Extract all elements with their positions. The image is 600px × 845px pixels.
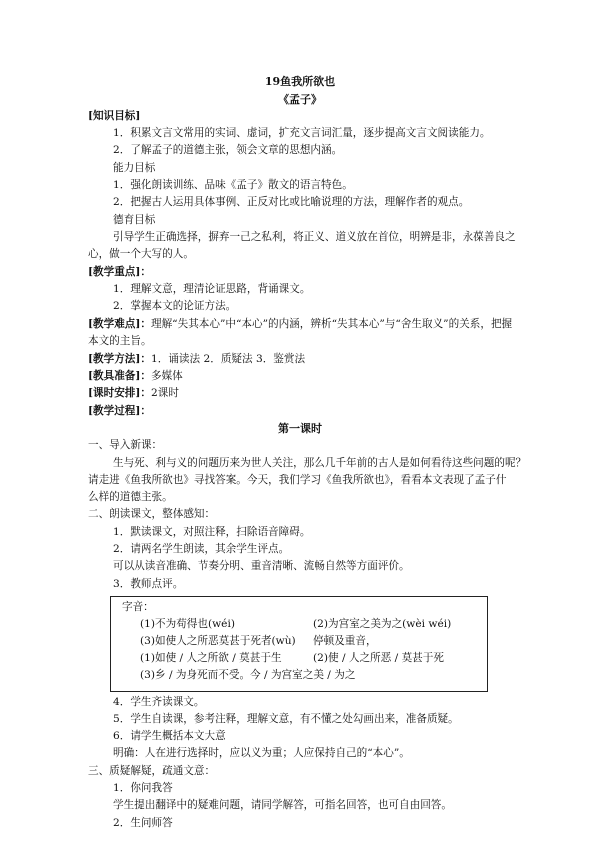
key-point-1: 1．理解文意，理清论证思路，背诵课文。	[113, 283, 311, 295]
section3-step-1-note: 学生提出翻译中的疑难问题，请同学解答，可指名回答，也可自由回答。	[113, 799, 452, 811]
methods-row	[88, 354, 305, 365]
key-points-heading: [教学重点]：	[88, 266, 151, 278]
section2-step-2-note: 可以从读音准确、节奏分明、重音清晰、流畅自然等方面评价。	[113, 560, 410, 572]
knowledge-goal-1: 1．积累文言文常用的实词、虚词，扩充文言词汇量，逐步提高文言文阅读能力。	[113, 127, 491, 139]
pause-stress-label: 停顿及重音，	[313, 635, 377, 647]
pause-item-3: (3)乡 / 为身死而不受。今 / 为宫室之美 / 为之	[140, 669, 356, 681]
key-point-2: 2．掌握本文的论证方法。	[113, 300, 237, 312]
section1-line-1: 生与死、利与义的问题历来为世人关注，那么几千年前的古人是如何看待这些问题的呢？	[113, 457, 527, 469]
document-title: 19鱼我所欲也	[264, 75, 336, 88]
ability-goal-1: 1．强化朗读训练、品味《孟子》散文的语言特色。	[113, 179, 353, 191]
methods-heading: [教学方法]：	[88, 353, 151, 365]
tools-text: 多媒体	[151, 370, 183, 382]
pause-item-1: (1)如使 / 人之所欲 / 莫甚于生	[140, 652, 282, 664]
pause-item-2: (2)使 / 人之所恶 / 莫甚于死	[313, 652, 444, 664]
schedule-text: 2课时	[151, 387, 179, 399]
difficult-points-heading: [教学难点]：	[88, 318, 151, 330]
section3-heading: 三、质疑解疑，疏通文意：	[88, 765, 216, 777]
ability-goal-2: 2．把握古人运用具体事例、正反对比或比喻说理的方法，理解作者的观点。	[113, 196, 470, 208]
section2-step-1: 1．默读课文，对照注释，扫除语音障碍。	[113, 526, 311, 538]
lesson-title: 第一课时	[278, 422, 322, 435]
author-line: 《孟子》	[278, 93, 322, 106]
knowledge-goals-heading: [知识目标]	[88, 110, 141, 122]
section2-step-4: 4．学生齐读课文。	[113, 696, 205, 708]
section2-step-2: 2．请两名学生朗读，其余学生评点。	[113, 543, 290, 555]
pronunciation-label: 字音：	[122, 601, 154, 613]
section2-step-6: 6．请学生概括本文大意	[113, 730, 226, 742]
knowledge-goal-2: 2．了解孟子的道德主张，领会文章的思想内涵。	[113, 144, 343, 156]
moral-goals-line-1: 引导学生正确选择，摒弃一己之私利，将正义、道义放在首位，明辨是非，永葆善良之	[113, 231, 516, 243]
process-heading: [教学过程]：	[88, 405, 151, 417]
section2-step-6-answer: 明确：人在进行选择时，应以义为重；人应保持自己的“本心”。	[113, 747, 410, 759]
section1-heading: 一、导入新课：	[88, 439, 163, 451]
pronunciation-item-3: (3)如使人之所恶莫甚于死者(wù)	[140, 635, 296, 647]
section1-line-3: 么样的道德主张。	[88, 491, 173, 503]
tools-row	[88, 371, 183, 382]
difficult-points-line-1: 理解“失其本心”中“本心”的内涵，辨析“失其本心”与“舍生取义”的关系，把握	[151, 318, 513, 330]
pronunciation-item-2: (2)为宫室之美为之(wèi wéi)	[313, 618, 452, 630]
tools-heading: [教具准备]：	[88, 370, 151, 382]
section2-heading: 二、朗读课文，整体感知：	[88, 508, 216, 520]
moral-goals-heading: 德育目标	[113, 214, 156, 226]
difficult-points-row	[88, 319, 512, 330]
moral-goals-line-2: 心，做一个大写的人。	[88, 248, 194, 260]
section3-step-2: 2．生问师答	[113, 817, 173, 829]
section3-step-1: 1．你问我答	[113, 782, 173, 794]
section2-step-3: 3．教师点评。	[113, 578, 184, 590]
section1-line-2: 请走进《鱼我所欲也》寻找答案。今天，我们学习《鱼我所欲也》，看看本文表现了孟子什	[88, 474, 507, 486]
section2-step-5: 5．学生自读课，参考注释，理解文意，有不懂之处勾画出来，准备质疑。	[113, 713, 459, 725]
ability-goals-heading: 能力目标	[113, 162, 156, 174]
methods-text: 1．诵读法 2．质疑法 3．鉴赏法	[151, 353, 306, 365]
schedule-row	[88, 388, 179, 399]
difficult-points-line-2: 本文的主旨。	[88, 335, 152, 347]
pronunciation-item-1: (1)不为苟得也(wéi)	[140, 618, 235, 630]
schedule-heading: [课时安排]：	[88, 387, 151, 399]
